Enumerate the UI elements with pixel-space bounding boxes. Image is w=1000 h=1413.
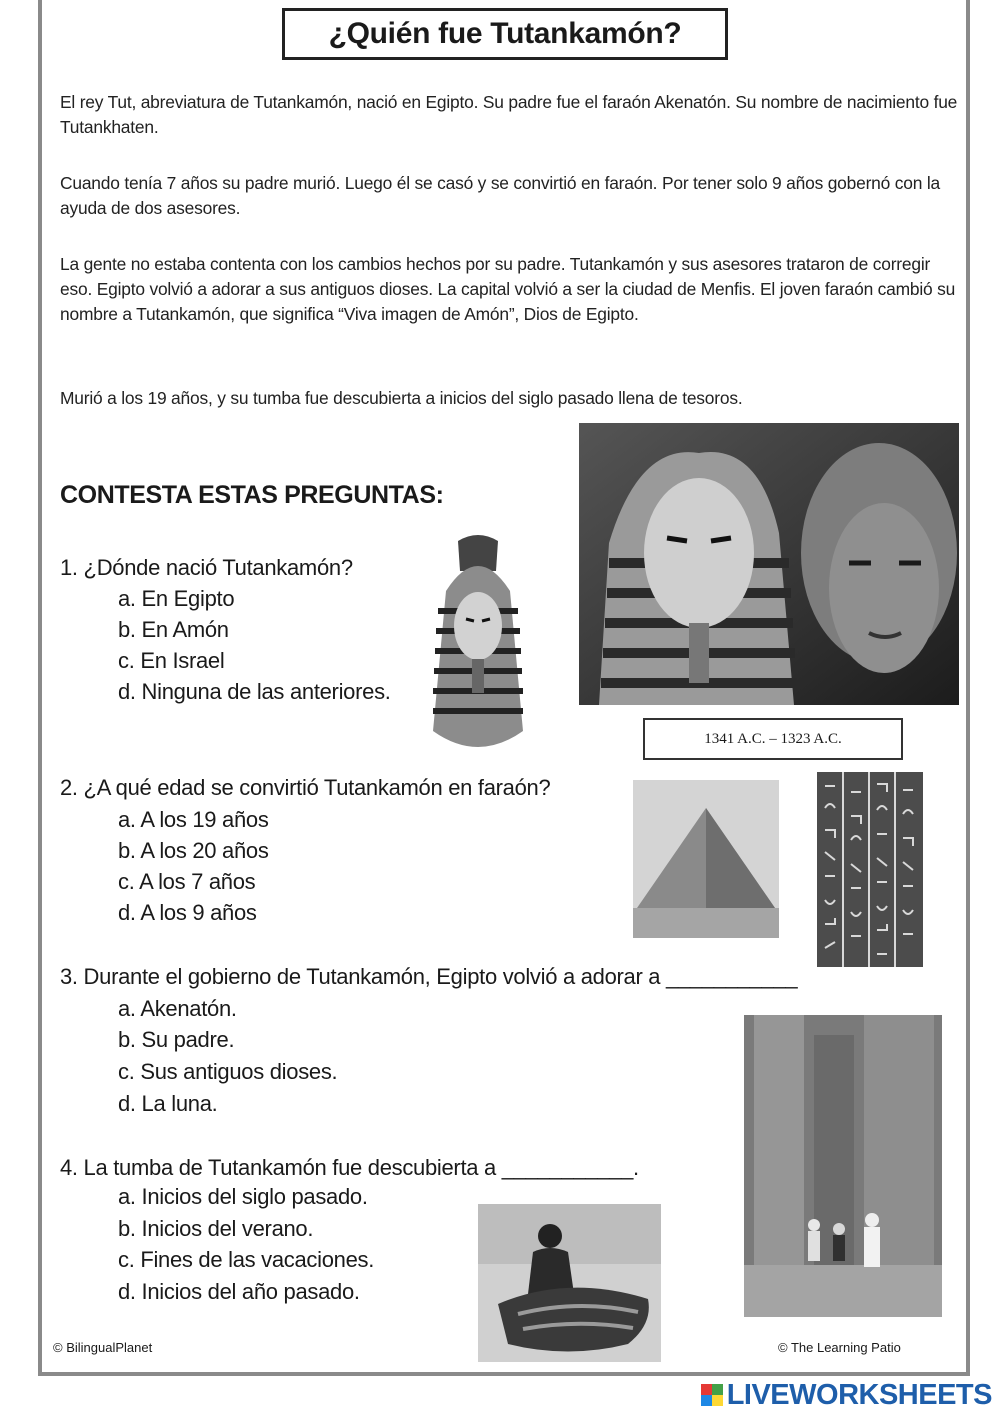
paragraph-2: Cuando tenía 7 años su padre murió. Luego él se casó y se convirtió en faraón. Por tener solo 9 años gobernó con la ayuda de dos asesores. (60, 173, 940, 218)
question-3-option-b[interactable]: b. Su padre. (118, 1027, 235, 1052)
question-1: 1. ¿Dónde nació Tutankamón? (60, 555, 353, 580)
brand-name: LIVEWORKSHEETS (726, 1378, 992, 1411)
question-1-option-a[interactable]: a. En Egipto (118, 586, 235, 611)
question-1-option-b[interactable]: b. En Amón (118, 617, 229, 642)
question-4-option-d[interactable]: d. Inicios del año pasado. (118, 1279, 360, 1304)
question-3-option-c[interactable]: c. Sus antiguos dioses. (118, 1059, 338, 1084)
mask-and-portrait-photo (579, 423, 959, 705)
credit-right: © The Learning Patio (778, 1340, 901, 1355)
paragraph-1: El rey Tut, abreviatura de Tutankamón, nació en Egipto. Su padre fue el faraón Akenatón. Su nombre de nacimiento fue Tutankhaten. (60, 92, 958, 137)
question-3-option-d[interactable]: d. La luna. (118, 1091, 218, 1116)
question-2-option-c[interactable]: c. A los 7 años (118, 869, 256, 894)
question-4-option-a[interactable]: a. Inicios del siglo pasado. (118, 1184, 368, 1209)
tomb-excavation-photo (478, 1204, 661, 1362)
question-1-option-d[interactable]: d. Ninguna de las anteriores. (118, 679, 391, 704)
date-range-label: 1341 A.C. – 1323 A.C. (643, 718, 903, 760)
question-3-option-a[interactable]: a. Akenatón. (118, 996, 237, 1021)
questions-heading: CONTESTA ESTAS PREGUNTAS: (60, 481, 444, 509)
paragraph-4: Murió a los 19 años, y su tumba fue descubierta a inicios del siglo pasado llena de tesoros. (60, 388, 743, 408)
question-2-option-d[interactable]: d. A los 9 años (118, 900, 257, 925)
liveworksheets-logo-icon (701, 1384, 723, 1406)
question-2-option-b[interactable]: b. A los 20 años (118, 838, 269, 863)
question-4: 4. La tumba de Tutankamón fue descubierta a ___________. (60, 1155, 639, 1180)
hieroglyphs-photo (817, 772, 923, 967)
question-3: 3. Durante el gobierno de Tutankamón, Egipto volvió a adorar a ___________ (60, 964, 798, 989)
worksheet-title: ¿Quién fue Tutankamón? (282, 8, 728, 60)
question-4-option-c[interactable]: c. Fines de las vacaciones. (118, 1247, 375, 1272)
liveworksheets-brand[interactable] (701, 1378, 992, 1412)
question-2-option-a[interactable]: a. A los 19 años (118, 807, 269, 832)
golden-mask-bust-photo (428, 531, 528, 763)
paragraph-3: La gente no estaba contenta con los cambios hechos por su padre. Tutankamón y sus asesores trataron de corregir eso. Egipto volvió a adorar a sus antiguos dioses. La capital volvió a ser la ciudad de Menfis. El joven faraón cambió su nombre a Tutankamón, que significa “Viva imagen de Amón”, Dios de Egipto. (60, 254, 956, 324)
pyramid-photo (633, 780, 779, 938)
credit-left: © BilingualPlanet (53, 1340, 153, 1355)
question-1-option-c[interactable]: c. En Israel (118, 648, 225, 673)
temple-photo (744, 1015, 942, 1317)
question-2: 2. ¿A qué edad se convirtió Tutankamón en faraón? (60, 775, 551, 800)
question-4-option-b[interactable]: b. Inicios del verano. (118, 1216, 314, 1241)
